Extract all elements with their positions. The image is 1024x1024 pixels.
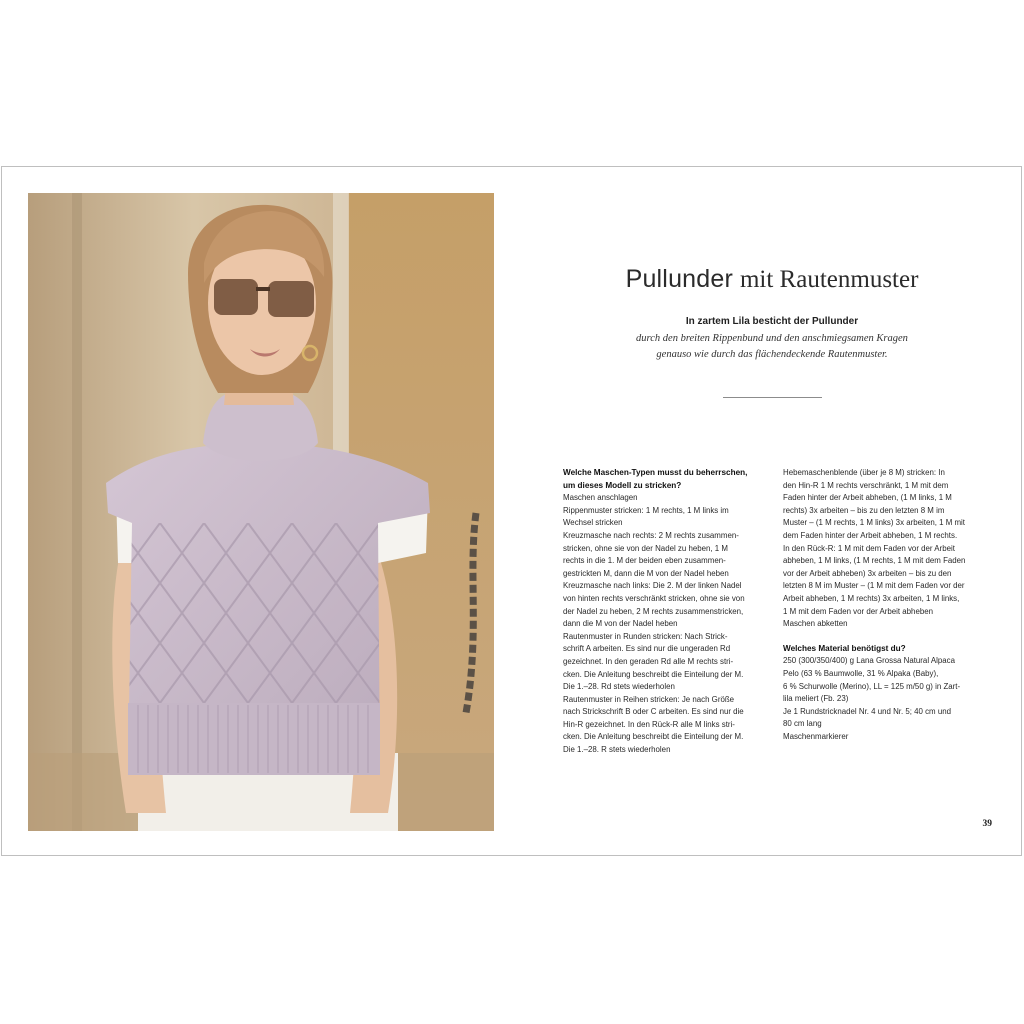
text-line: letzten 8 M im Muster – (1 M mit dem Faden vor der xyxy=(783,581,965,591)
column-1 xyxy=(563,467,768,757)
text-line: In den Rück-R: 1 M mit dem Faden vor der Arbeit xyxy=(783,543,955,553)
text-line: Die 1.–28. R stets wiederholen xyxy=(563,745,671,755)
intro-line: durch den breiten Rippenbund und den anschmiegsamen Kragen xyxy=(636,333,908,344)
text-line: nach Strickschrift B oder C arbeiten. Es sind nur die xyxy=(563,707,744,717)
text-line: Maschen abketten xyxy=(783,619,848,629)
text-line: Wechsel stricken xyxy=(563,518,623,528)
text-line: dem Faden hinter der Arbeit abheben, 1 M rechts. xyxy=(783,530,958,540)
text-line: Muster – (1 M rechts, 1 M links) 3x arbeiten, 1 M mit xyxy=(783,518,965,528)
photo-woman-lilac-knit-vest-icon xyxy=(28,193,494,831)
text-line: Kreuzmasche nach rechts: 2 M rechts zusammen- xyxy=(563,530,739,540)
title-part-2: mit Rautenmuster xyxy=(739,266,919,293)
column-1-lines xyxy=(563,492,768,756)
text-line: Pelo (63 % Baumwolle, 31 % Alpaka (Baby), xyxy=(783,668,939,678)
text-line: 250 (300/350/400) g Lana Grossa Natural Alpaca xyxy=(783,656,955,666)
text-line: 80 cm lang xyxy=(783,719,822,729)
text-line: 6 % Schurwolle (Merino), LL = 125 m/50 g) in Zart- xyxy=(783,681,961,691)
column-heading: um dieses Modell zu stricken? xyxy=(563,480,682,490)
book-spread xyxy=(1,166,1022,856)
text-line: Maschenmarkierer xyxy=(783,731,849,741)
text-line: lila meliert (Fb. 23) xyxy=(783,694,849,704)
text-line: schrift A arbeiten. Es sind nur die ungeraden Rd xyxy=(563,644,731,654)
page-number: 39 xyxy=(982,819,992,829)
text-line: vor der Arbeit abheben) 3x arbeiten – bis zu den xyxy=(783,568,952,578)
text-line: cken. Die Anleitung beschreibt die Einteilung der M. xyxy=(563,732,744,742)
column-2-lines xyxy=(783,467,988,631)
text-line: rechts) 3x arbeiten – bis zu den letzten 8 M im xyxy=(783,505,945,515)
text-line: den Hin-R 1 M rechts verschränkt, 1 M mit dem xyxy=(783,480,949,490)
material-heading: Welches Material benötigst du? xyxy=(783,643,906,653)
text-line: stricken, ohne sie von der Nadel zu heben, 1 M xyxy=(563,543,728,553)
text-line: Rautenmuster in Runden stricken: Nach Strick- xyxy=(563,631,728,641)
spacer xyxy=(783,631,988,643)
material-lines xyxy=(783,655,988,743)
text-line: rechts in die 1. M der beiden eben zusammen- xyxy=(563,556,726,566)
text-line: Rippenmuster stricken: 1 M rechts, 1 M links im xyxy=(563,505,729,515)
text-line: abheben, 1 M links, (1 M rechts, 1 M mit dem Faden xyxy=(783,556,966,566)
model-photo xyxy=(28,193,494,831)
text-line: Rautenmuster in Reihen stricken: Je nach Größe xyxy=(563,694,735,704)
page-title xyxy=(542,265,1002,294)
column-heading: Welche Maschen-Typen musst du beherrschen, xyxy=(563,468,748,477)
text-line: Hebemaschenblende (über je 8 M) stricken: In xyxy=(783,468,945,477)
text-line: Arbeit abheben, 1 M rechts) 3x arbeiten, 1 M links, xyxy=(783,593,960,603)
subtitle: In zartem Lila besticht der Pullunder xyxy=(685,316,859,327)
text-line: dann die M von der Nadel heben xyxy=(563,619,678,629)
text-line: Hin-R gezeichnet. In den Rück-R alle M links stri- xyxy=(563,719,735,729)
intro-text xyxy=(542,331,1002,363)
text-line: cken. Die Anleitung beschreibt die Einteilung der M. xyxy=(563,669,744,679)
divider-line xyxy=(723,397,822,398)
text-line: Faden hinter der Arbeit abheben, (1 M links, 1 M xyxy=(783,493,952,503)
text-line: der Nadel zu heben, 2 M rechts zusammenstricken, xyxy=(563,606,744,616)
text-line: Die 1.–28. Rd stets wiederholen xyxy=(563,682,675,692)
text-line: Kreuzmasche nach links: Die 2. M der linken Nadel xyxy=(563,581,742,591)
text-line: gestrickten M, dann die M von der Nadel heben xyxy=(563,568,729,578)
intro-line: genauso wie durch das flächendeckende Rautenmuster. xyxy=(656,349,888,360)
text-line: von hinten rechts verschränkt stricken, ohne sie von xyxy=(563,593,745,603)
text-line: Je 1 Rundstricknadel Nr. 4 und Nr. 5; 40 cm und xyxy=(783,706,951,716)
column-2 xyxy=(783,467,988,743)
title-part-1: Pullunder xyxy=(625,265,734,293)
text-line: gezeichnet. In den geraden Rd alle M rechts stri- xyxy=(563,656,734,666)
text-line: 1 M mit dem Faden vor der Arbeit abheben xyxy=(783,606,934,616)
text-line: Maschen anschlagen xyxy=(563,493,638,503)
